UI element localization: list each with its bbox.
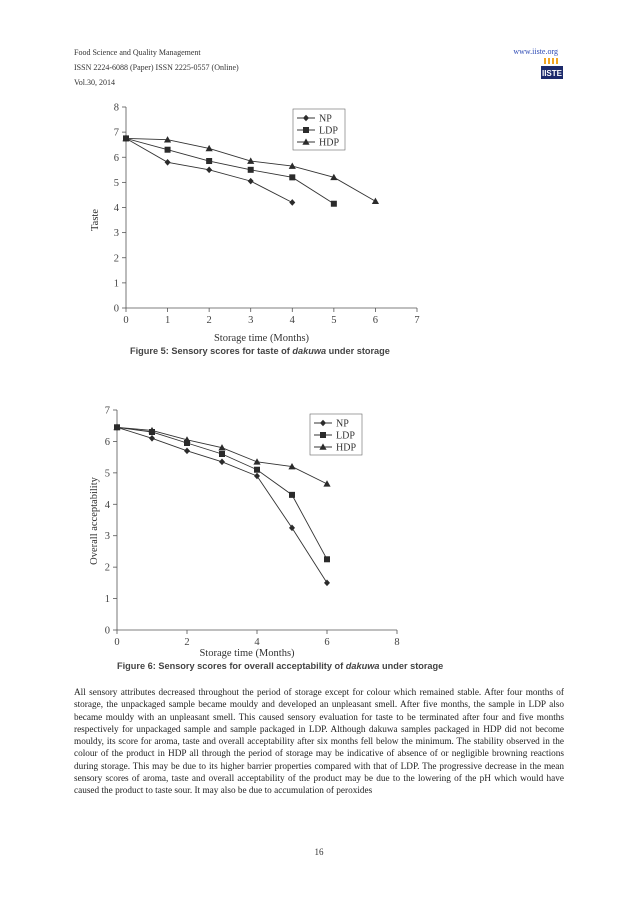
issn-line: ISSN 2224-6088 (Paper) ISSN 2225-0557 (Online) — [74, 63, 239, 72]
y-tick-label: 3 — [104, 531, 110, 543]
figure6-italic: dakuwa — [345, 661, 380, 671]
y-axis-label: Overall acceptability — [89, 477, 100, 565]
y-tick-label: 1 — [113, 278, 119, 290]
data-point — [253, 458, 260, 464]
legend — [293, 109, 345, 150]
legend-label-ldp: LDP — [336, 430, 355, 442]
data-point — [289, 174, 295, 180]
x-tick-label: 2 — [184, 637, 190, 648]
y-tick-label: 5 — [113, 177, 119, 189]
x-tick-label: 7 — [414, 315, 420, 326]
x-tick-label: 6 — [372, 315, 379, 326]
chart-1 — [90, 103, 420, 345]
y-tick-label: 8 — [113, 102, 119, 114]
data-point — [165, 147, 171, 153]
y-tick-label: 0 — [104, 625, 110, 637]
x-tick-label: 4 — [254, 637, 260, 648]
legend-marker — [303, 127, 309, 133]
page-number: 16 — [314, 847, 324, 857]
data-point — [372, 198, 379, 204]
journal-name: Food Science and Quality Management — [74, 48, 201, 57]
figure6-label: Figure 6: Sensory scores for overall acceptability of — [117, 661, 346, 671]
series-line — [117, 427, 327, 583]
data-point — [206, 167, 212, 174]
data-point — [206, 158, 212, 164]
x-axis-label: Storage time (Months) — [199, 648, 295, 659]
y-tick-label: 0 — [113, 303, 119, 315]
logo-lettering: IISTE — [541, 69, 563, 78]
y-tick-label: 5 — [104, 468, 110, 480]
x-tick-label: 3 — [248, 315, 254, 326]
y-tick-label: 4 — [104, 499, 110, 511]
legend — [310, 414, 362, 455]
y-tick-label: 3 — [113, 228, 119, 240]
y-tick-label: 2 — [113, 253, 119, 265]
data-point — [289, 199, 295, 206]
data-point — [324, 556, 330, 562]
data-point — [149, 435, 155, 442]
data-point — [289, 492, 295, 498]
y-tick-label: 7 — [113, 127, 119, 139]
data-point — [254, 467, 260, 473]
figure5-rest: under storage — [326, 346, 390, 356]
data-point — [248, 167, 254, 173]
y-axis-label: Taste — [90, 208, 101, 232]
y-tick-label: 4 — [113, 203, 119, 214]
figure6-rest: under storage — [379, 661, 444, 671]
volume-line: Vol.30, 2014 — [74, 78, 115, 87]
body-paragraph: All sensory attributes decreased throughout the period of storage except for colour which remained stable. After four months of storage, the unpackaged sample became mouldy and developed an unpleasant smell. After five months, the sample in LDP also became mouldy with an unpleasant smell. This caused sensory evaluation for taste to be terminated after four and five months respectively for unpackaged sample and sample packaged in LDP. Although dakuwa samples packaged in HDP did not become mouldy, its score for aroma, taste and overall acceptability after six months fell below the minimum. The stability observed in the colour of the product in HDP all through the period of storage may be indicative of absence of or negligible browning reactions during storage. This may be due to its higher barrier properties compared with that of LDP. The progressive decrease in the mean sensory scores of aroma, taste and overall acceptability of the product may be due to the lowering of the pH which would have caused the product to taste sour. It may also be due to accumulation of peroxides — [74, 688, 564, 797]
journal-url-link[interactable]: www.iiste.org — [513, 47, 558, 56]
y-tick-label: 6 — [113, 152, 119, 164]
y-tick-label: 7 — [104, 405, 110, 417]
figure5-caption — [130, 346, 390, 356]
figure5-italic: dakuwa — [292, 346, 327, 356]
legend-label-np: NP — [319, 113, 332, 125]
x-tick-label: 1 — [164, 315, 171, 326]
y-tick-label: 1 — [104, 594, 110, 606]
data-point — [331, 201, 337, 207]
x-tick-label: 5 — [331, 315, 337, 326]
figure5-label: Figure 5: Sensory scores for taste of — [130, 346, 293, 356]
legend-label-ldp: LDP — [319, 125, 338, 137]
legend-label-hdp: HDP — [336, 442, 357, 454]
x-axis-label: Storage time (Months) — [213, 333, 310, 344]
data-point — [219, 459, 225, 466]
figure6-caption — [117, 661, 443, 671]
x-tick-label: 0 — [114, 637, 120, 648]
x-tick-label: 6 — [324, 637, 330, 648]
data-point — [219, 451, 225, 457]
x-tick-label: 4 — [289, 315, 295, 326]
data-point — [184, 448, 190, 455]
x-tick-label: 8 — [394, 637, 400, 648]
data-point — [323, 480, 330, 486]
data-point — [248, 178, 254, 185]
legend-label-hdp: HDP — [319, 137, 340, 149]
data-point — [324, 580, 330, 587]
x-tick-label: 0 — [123, 315, 129, 326]
data-point — [165, 159, 171, 166]
y-tick-label: 6 — [104, 436, 110, 448]
legend-marker — [320, 432, 326, 438]
chart-2 — [89, 406, 400, 660]
y-tick-label: 2 — [104, 562, 110, 574]
legend-label-np: NP — [336, 418, 349, 430]
x-tick-label: 2 — [206, 315, 212, 326]
